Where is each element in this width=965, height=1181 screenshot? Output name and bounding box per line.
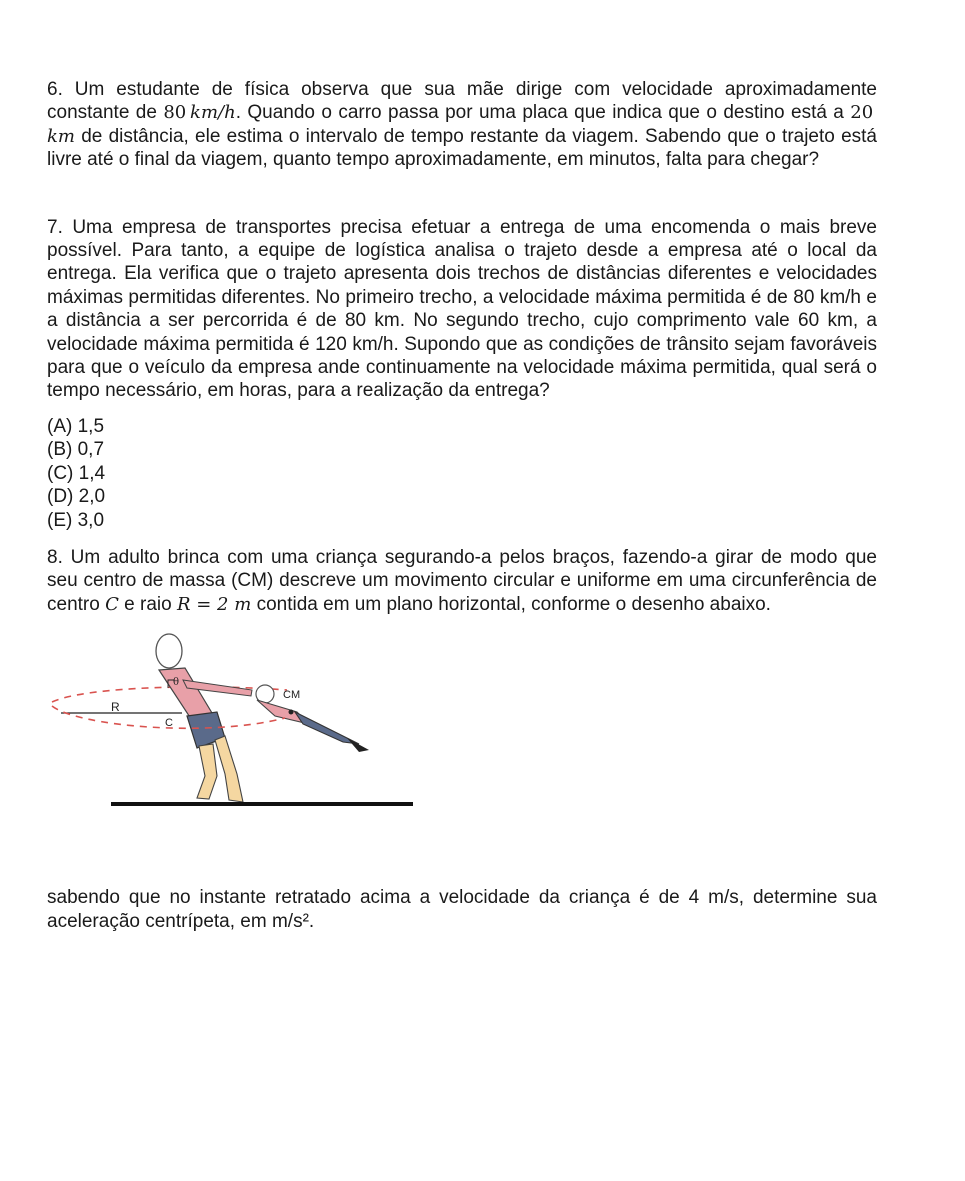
question-6-text-1: 6. Um estudante de física observa que sua mãe dirige com velocidade aproximadamente constante de [47,79,877,124]
circular-motion-figure [47,626,427,826]
question-8-text-3: contida em um plano horizontal, conforme o desenho abaixo. [251,593,771,615]
option-b: (B) 0,7 [47,439,105,461]
option-a: (A) 1,5 [47,415,105,437]
distance-unit: km [47,125,75,147]
figure-drawing [47,626,427,826]
center-symbol: C [105,593,119,615]
question-6-text-3: de distância, ele estima o intervalo de tempo restante da viagem. Sabendo que o trajeto está livre até o final da viagem, quanto tempo aproximadamente, em minutos, falta para chegar? [47,125,877,171]
child-foot [347,738,369,752]
question-sheet [47,78,877,933]
question-8-text-2: e raio [118,593,177,615]
acceleration-unit: m/s² [271,910,309,932]
option-e: (E) 3,0 [47,509,105,531]
option-c: (C) 1,4 [47,462,106,484]
question-8-text-1: 8. Um adulto brinca com uma criança segurando-a pelos braços, fazendo-a girar de modo que seu centro de massa (CM) descreve um movimento circular e uniforme em uma circunferência de centro [47,546,877,615]
label-CM: CM [283,689,301,702]
adult-leg-left [197,744,217,799]
speed-unit: km/h [190,102,236,124]
child-legs [295,712,359,744]
question-7-text: 7. Uma empresa de transportes precisa efetuar a entrega de uma encomenda o mais breve possível. Para tanto, a equipe de logística analisa o trajeto desde a empresa até o local da entrega. Ela verifica que o trajeto apresenta dois trechos de distâncias diferentes e velocidades máximas permitidas diferentes. No primeiro trecho, a velocidade máxima permitida é de 80 km/h e a distância a ser percorrida é de 80 km. No segundo trecho, cujo comprimento vale 60 km, a velocidade máxima permitida é 120 km/h. Supondo que as condições de trânsito sejam favoráveis para que o veículo da empresa ande continuamente na velocidade máxima permitida, qual será o tempo necessário, em horas, para a realização da entrega? [47,216,877,402]
question-8-followup [47,886,877,933]
adult-head [156,634,182,668]
label-C: C [165,717,173,730]
followup-text-2: . [308,910,315,932]
option-d: (D) 2,0 [47,486,106,508]
question-6-text-2: . Quando o carro passa por uma placa que indica que o destino está a [235,102,851,124]
radius-expression: R = 2 m [176,593,252,615]
question-7 [47,216,877,403]
question-7-options [47,415,877,532]
speed-value: 80 [163,102,187,124]
adult-leg-right [215,736,243,802]
question-6 [47,78,877,172]
center-of-mass-dot [289,710,294,715]
followup-text-1: sabendo que no instante retratado acima a velocidade da criança é de 4 m/s, determine sua aceleração centrípeta, em [47,887,877,932]
question-8 [47,546,877,616]
label-theta: θ [173,677,180,689]
distance-value: 20 [850,102,874,124]
label-R: R [111,700,120,715]
